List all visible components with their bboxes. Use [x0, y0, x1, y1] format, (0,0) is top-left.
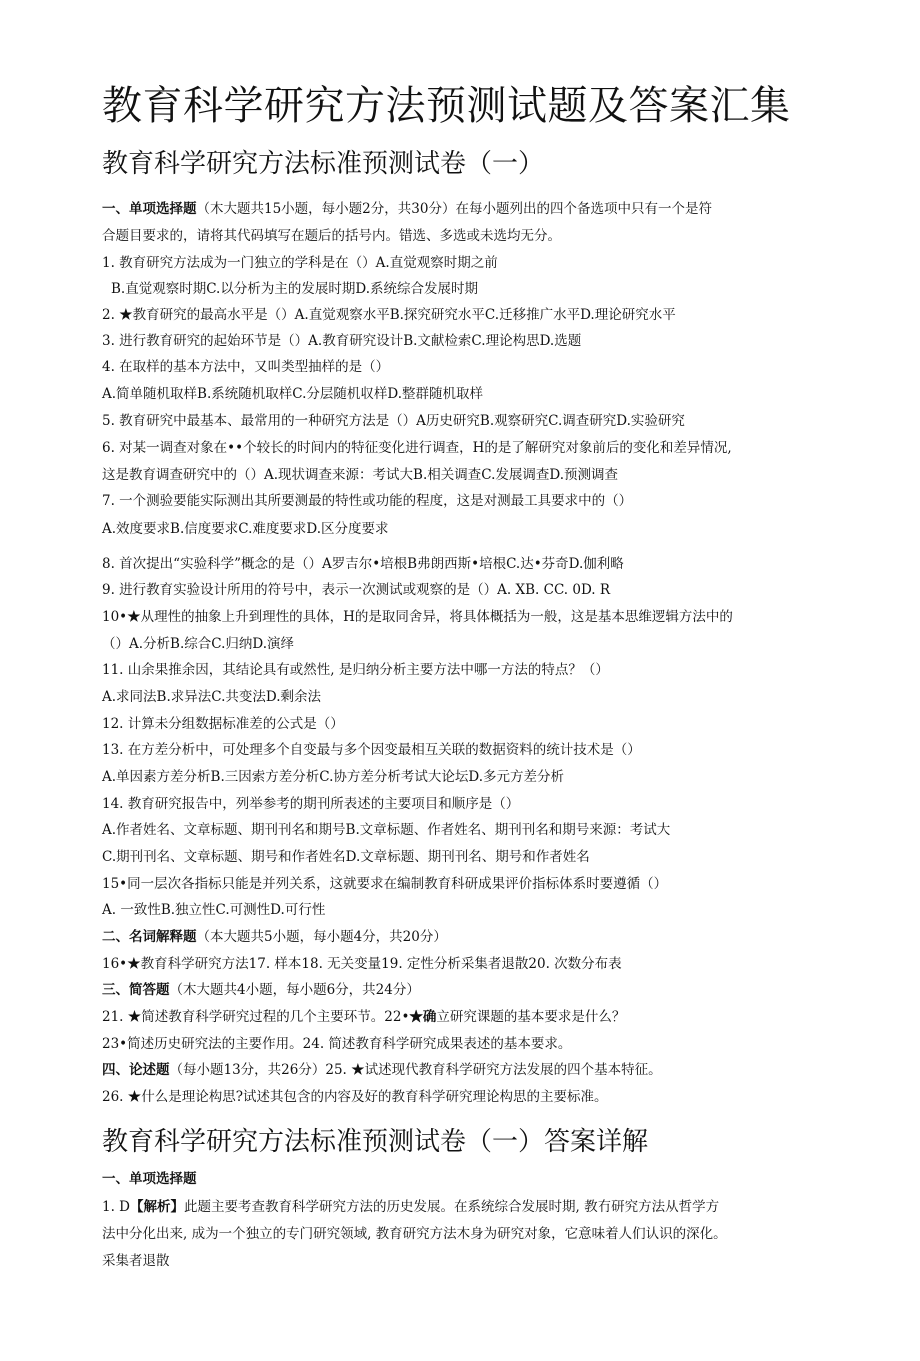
section-1-desc-2: 合题目要求的，请将其代码填写在题后的括号内。错选、多选或未选均无分。 — [102, 228, 561, 244]
question-7: 7. 一个测验要能实际测出其所要测最的特性或功能的程度，这是对测最工具要求中的（） — [102, 493, 633, 509]
question-7-options: A.效度要求B.信度要求C.难度要求D.区分度要求 — [102, 521, 389, 537]
question-22: 立研究课题的基本要求是什么？ — [436, 1009, 626, 1025]
answer-1-footer: 采集者退散 — [102, 1253, 170, 1269]
question-1: 1. 教育研究方法成为一门独立的学科是在（）A.直觉观察时期之前 — [102, 255, 498, 271]
question-10-options: （）A.分析B.综合C.归纳D.演绎 — [102, 636, 295, 652]
questions-23-24: 23•简述历史研究法的主要作用。24. 简述教育科学研究成果表述的基本要求。 — [102, 1036, 572, 1052]
question-6: 6. 对某一调查对象在••个较长的时间内的特征变化进行调查，H的是了解研究对象前后的变化和差异情况, — [102, 440, 732, 456]
question-3: 3. 进行教育研究的起始环节是（）A.教育研究设计B.文献检索C.理论构思D.选题 — [102, 333, 582, 349]
section-4-heading: 四、论述题 — [102, 1062, 170, 1078]
answer-1-choice: 1. D — [102, 1199, 130, 1215]
question-2: 2. ★教育研究的最高水平是（）A.直觉观察水平B.探究研究水平C.迁移推广水平D.理论研究水平 — [102, 307, 676, 323]
question-22-star: ★确 — [409, 1009, 437, 1025]
paper-title: 教育科学研究方法标准预测试卷（一） — [102, 149, 545, 179]
question-26: 26. ★什么是理论构思?试述其包含的内容及好的教育科学研究理论构思的主要标准。 — [102, 1089, 608, 1105]
question-15-options: A. 一致性B.独立性C.可测性D.可行性 — [102, 902, 326, 918]
section-2-intro — [102, 927, 447, 947]
question-4: 4. 在取样的基本方法中，又叫类型抽样的是（） — [102, 359, 390, 375]
question-11-options: A.求同法B.求异法C.共变法D.剩余法 — [102, 689, 322, 705]
question-13: 13. 在方差分析中，可处理多个自变最与多个因变最相互关联的数据资料的统计技术是（） — [102, 742, 641, 758]
section-3-desc: （木大题共4小题，每小题6分，共24分） — [169, 982, 420, 998]
section-4-desc: （每小题13分，共26分）25. ★试述现代教育科学研究方法发展的四个基本特征。 — [169, 1062, 662, 1078]
question-6-options: 这是教育调查研究中的（）A.现状调查来源：考试大B.相关调查C.发展调查D.预测调查 — [102, 467, 619, 483]
document-title: 教育科学研究方法预测试题及答案汇集 — [102, 83, 791, 129]
question-12: 12. 计算未分组数据标准差的公式是（） — [102, 716, 344, 732]
section-2-heading: 二、名词解释题 — [102, 929, 197, 945]
section-2-desc: （本大题共5小题，每小题4分，共20分） — [196, 929, 447, 945]
answer-1-continued: 法中分化出来, 成为一个独立的专门研究领域, 教育研究方法木身为研究对象，它意味着人们认识的深化。 — [102, 1226, 727, 1242]
question-14: 14. 教育研究报告中，列举参考的期刊所表述的主要项目和顺序是（） — [102, 796, 520, 812]
answer-1-tag: 【解析】 — [130, 1199, 184, 1215]
question-21: 21. ★简述教育科学研究过程的几个主要环节。22• — [102, 1009, 410, 1025]
section-1-heading: 一、单项选择题 — [102, 201, 197, 217]
question-9: 9. 进行教育实验设计所用的符号中，表示一次测试或观察的是（）A. XB. CC. 0D. R — [102, 582, 611, 598]
question-13-options: A.单因素方差分析B.三因索方差分析C.协方差分析考试大论坛D.多元方差分析 — [102, 769, 565, 785]
answer-section-1-heading: 一、单项选择题 — [102, 1171, 197, 1187]
section-1-desc: （木大题共15小题，每小题2分，共30分）在每小题列出的四个备选项中只有一个是符 — [196, 201, 712, 217]
section-4-intro — [102, 1060, 662, 1080]
question-8: 8. 首次提出“实验科学”概念的是（）A罗吉尔•培根B弗朗西斯•培根C.达•芬奇D.伽利略 — [102, 556, 624, 572]
questions-16-20: 16•★教育科学研究方法17. 样本18. 无关变量19. 定性分析采集者退散20. 次数分布表 — [102, 956, 622, 972]
question-1-options: B.直觉观察时期C.以分析为主的发展时期D.系统综合发展时期 — [111, 281, 478, 297]
question-11: 11. 山余果推余因，其结论具有或然性, 是归纳分析主要方法中哪一方法的特点？（） — [102, 662, 609, 678]
answer-1-text: 此题主要考查教育科学研究方法的历史发展。在系统综合发展时期, 教冇研究方法从哲学方 — [184, 1199, 720, 1215]
section-3-intro — [102, 980, 420, 1000]
section-1-intro — [102, 199, 712, 219]
question-10: 10•★从理性的抽象上升到理性的具体，H的是取同舍异，将具体概括为一般，这是基本思维逻辑方法中的 — [102, 609, 733, 625]
question-5: 5. 教育研究中最基本、最常用的一种研究方法是（）A历史研究B.观察研究C.调查研究D.实验研究 — [102, 413, 685, 429]
question-4-options: A.简单随机取样B.系统随机取样C.分层随机収样D.整群随机取样 — [102, 386, 484, 402]
answer-1 — [102, 1197, 719, 1217]
question-14-options-c: C.期刊刊名、文章标题、期号和作者姓名D.文章标题、期刊刊名、期号和作者姓名 — [102, 849, 590, 865]
questions-21-22 — [102, 1007, 625, 1027]
answer-title: 教育科学研究方法标准预测试卷（一）答案详解 — [102, 1127, 649, 1157]
section-3-heading: 三、简答题 — [102, 982, 170, 998]
question-15: 15•同一层次各指标只能是并列关系，这就要求在编制教育科研成果评价指标体系时要遵循（） — [102, 876, 668, 892]
question-14-options-a: A.作者姓名、文章标题、期刊刊名和期号B.文章标题、作者姓名、期刊刊名和期号来源：考试大 — [102, 822, 671, 838]
